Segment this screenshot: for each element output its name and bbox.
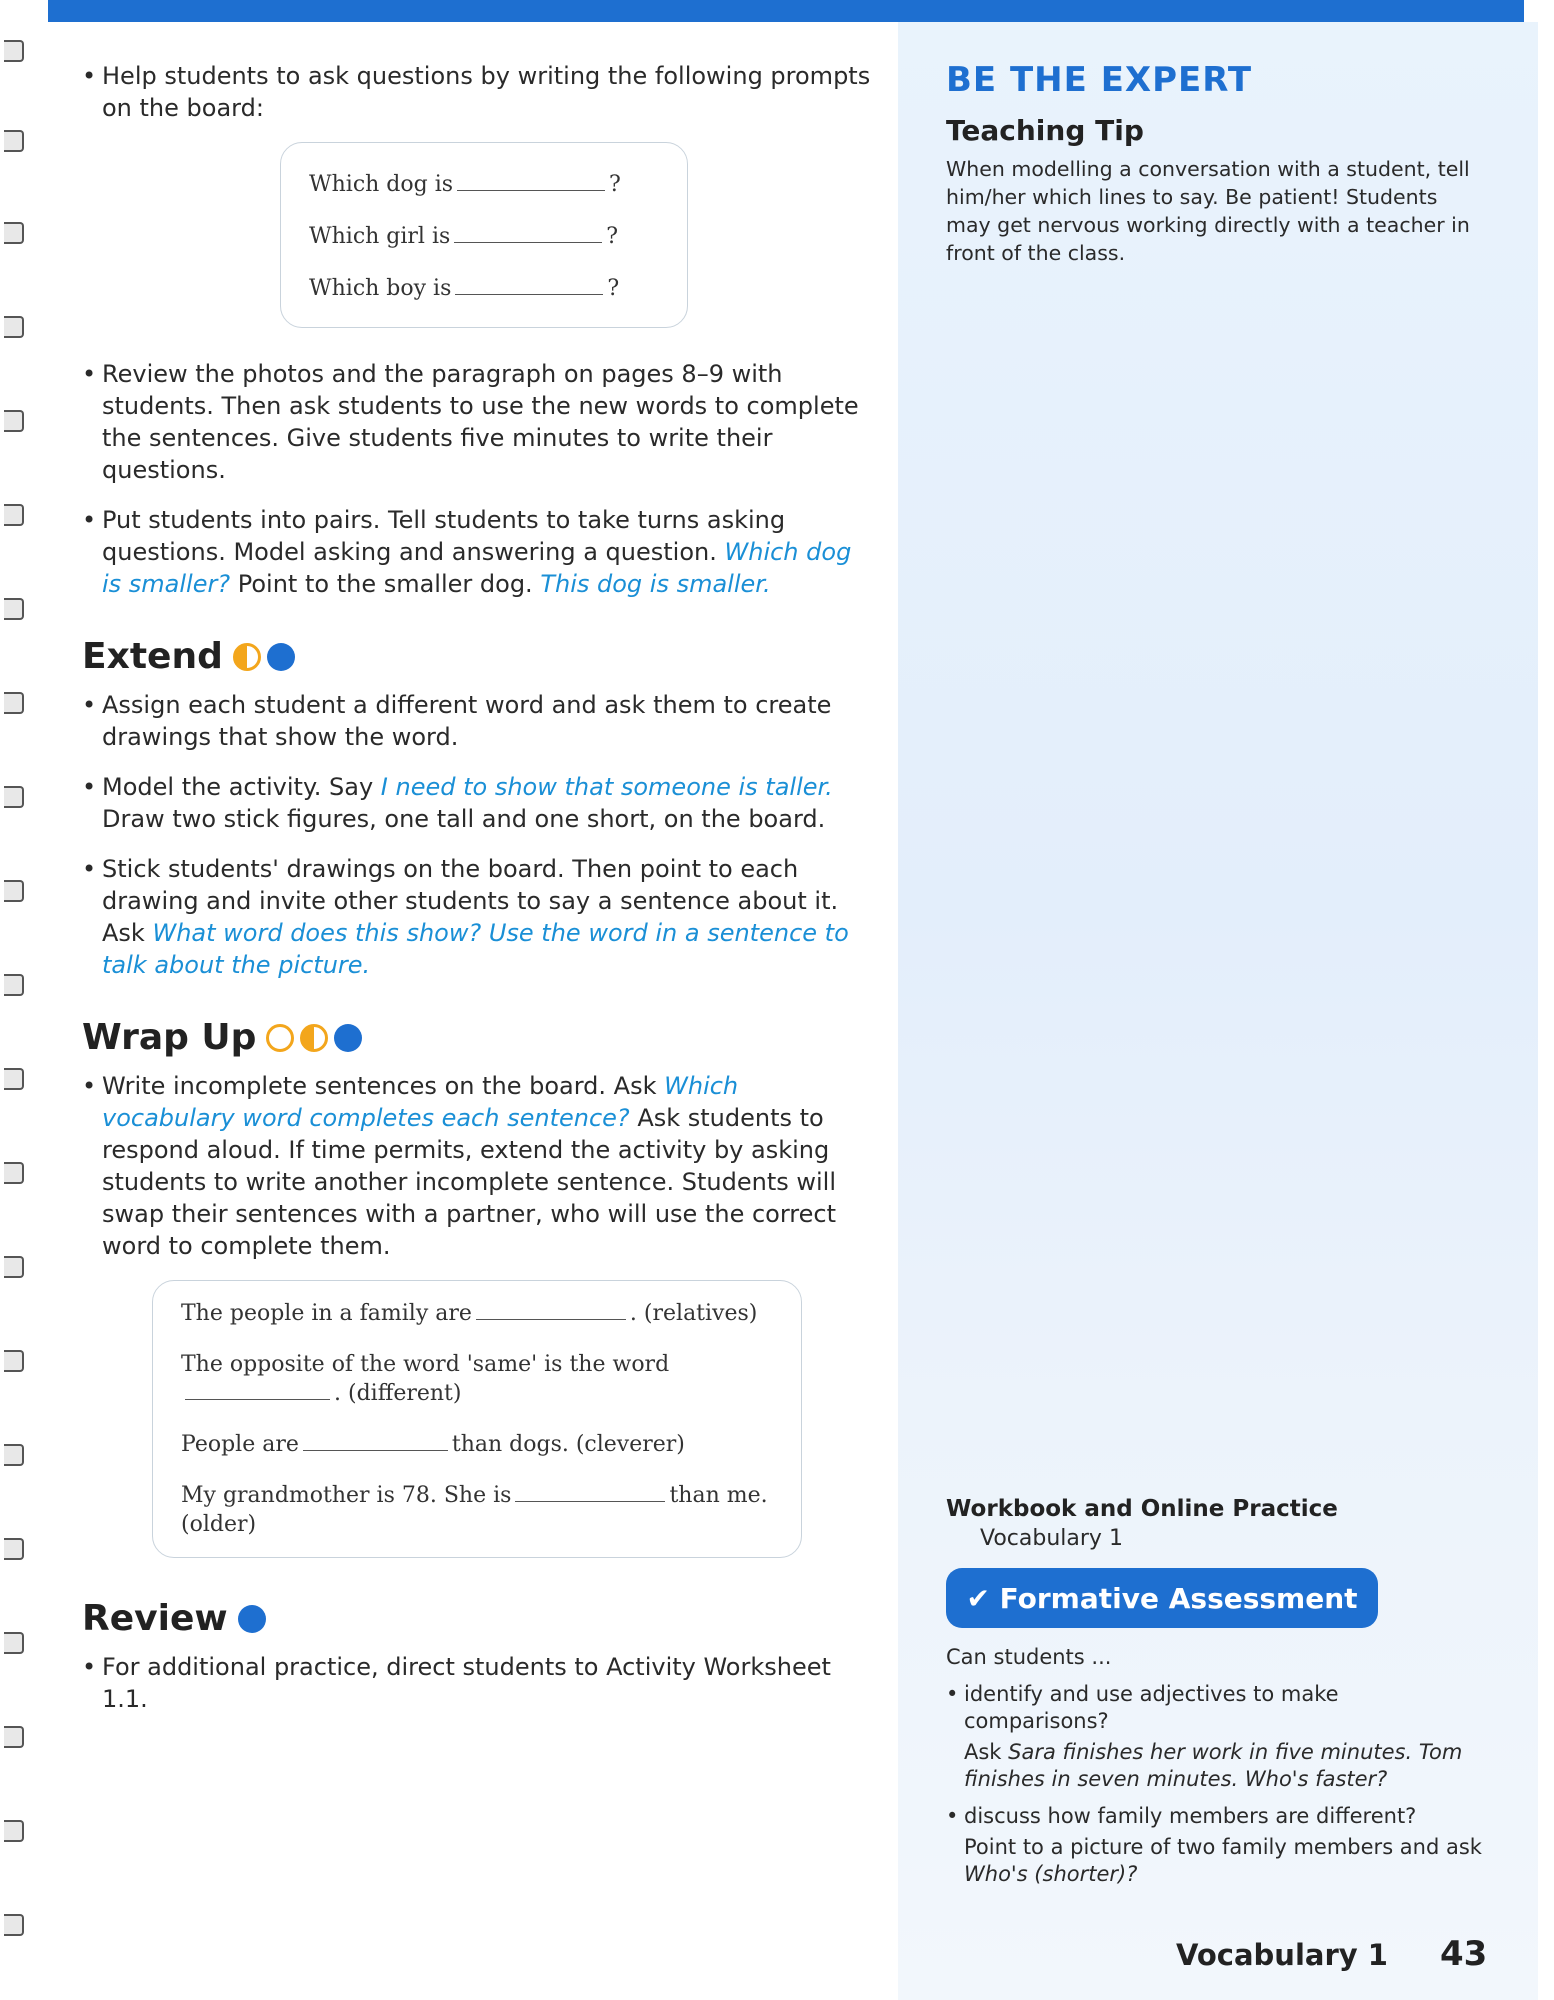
assessment-question: • discuss how family members are different? [964, 1804, 1417, 1828]
prompts-box [280, 142, 688, 328]
full-circle-icon [334, 1024, 362, 1052]
extend-title: Extend [82, 636, 223, 677]
blank-line [185, 1398, 330, 1400]
pairs-question: Which dog is smaller? [102, 538, 852, 598]
be-the-expert-section [946, 60, 1486, 267]
top-color-bar [48, 0, 1524, 22]
formative-assessment-banner: ✔ Formative Assessment [946, 1568, 1378, 1628]
extend-question: I need to show that someone is taller. [380, 773, 833, 801]
sentence-answer: . (different) [334, 1381, 462, 1406]
tip-text: When modelling a conversation with a student, tell him/her which lines to say. Be patient! Students may get nervous working directly with a teacher in front of the class. [946, 157, 1470, 265]
footer-section-label: Vocabulary 1 [1176, 1938, 1388, 1972]
wrapup-question: Which vocabulary word completes each sentence? [102, 1072, 739, 1132]
level-icons [233, 643, 295, 671]
sentence-answer: (older) [181, 1512, 257, 1537]
intro-bullet: • Help students to ask questions by writing the following prompts on the board: [82, 60, 872, 124]
prompt-line [309, 211, 687, 263]
ask-text: Point to a picture of two family members and ask [964, 1835, 1482, 1859]
main-column [82, 60, 872, 1733]
tip-title: Teaching Tip [946, 114, 1144, 147]
workbook-title: Workbook and Online Practice [946, 1496, 1338, 1522]
wrapup-title: Wrap Up [82, 1017, 257, 1058]
review-photos-bullet: • Review the photos and the paragraph on pages 8–9 with students. Then ask students to use the new words to complete the sentences. Give students five minutes to write their questions. [82, 358, 872, 486]
blank-line [455, 293, 603, 295]
sentence-text: My grandmother is 78. She is [181, 1483, 512, 1508]
pairs-answer: This dog is smaller. [540, 570, 771, 598]
blank-line [476, 1318, 626, 1320]
half-circle-icon [233, 643, 261, 671]
expert-title: BE THE EXPERT [946, 60, 1253, 100]
assessment-ask [964, 1834, 1486, 1888]
extend-bullet-3 [82, 853, 872, 981]
assessment-question: • identify and use adjectives to make comparisons? [964, 1682, 1339, 1733]
wrapup-heading [82, 1017, 872, 1058]
ask-question: Sara finishes her work in five minutes. Tom finishes in seven minutes. Who's faster? [964, 1740, 1463, 1791]
extend-heading [82, 636, 872, 677]
blank-line [303, 1449, 448, 1451]
sentence-answer: . (relatives) [629, 1301, 758, 1326]
blank-line [515, 1500, 665, 1502]
prompt-text: Which girl is [309, 224, 451, 249]
pairs-text: Put students into pairs. Tell students to take turns asking questions. Model asking and answering a question. [102, 506, 786, 566]
ask-question: Who's (shorter)? [964, 1862, 1138, 1886]
sentence-item [181, 1350, 781, 1408]
assessment-section [946, 1644, 1486, 1888]
extend-text: Stick students' drawings on the board. Then point to each drawing and invite other students to say a sentence about it. Ask [102, 855, 839, 947]
prompt-line [309, 159, 687, 211]
wrapup-text: Write incomplete sentences on the board. Ask [102, 1072, 657, 1100]
can-students-text: Can students ... [946, 1645, 1112, 1669]
prompt-end: ? [607, 276, 620, 301]
level-icons [266, 1024, 362, 1052]
level-icons [238, 1605, 266, 1633]
sentence-text: The opposite of the word 'same' is the word [181, 1352, 670, 1377]
wrapup-bullet [82, 1070, 872, 1262]
half-circle-icon [300, 1024, 328, 1052]
review-title: Review [82, 1598, 228, 1639]
empty-circle-icon [266, 1024, 294, 1052]
review-heading [82, 1598, 872, 1639]
prompt-text: Which boy is [309, 276, 452, 301]
full-circle-icon [238, 1605, 266, 1633]
assessment-ask [964, 1739, 1486, 1793]
page-number: 43 [1440, 1934, 1488, 1974]
prompt-line [309, 263, 687, 315]
review-bullet: • For additional practice, direct students to Activity Worksheet 1.1. [82, 1651, 872, 1715]
extend-bullet-2 [82, 771, 872, 835]
sentences-box [152, 1280, 802, 1558]
pairs-bullet [82, 504, 872, 600]
sentence-text: The people in a family are [181, 1301, 472, 1326]
blank-line [454, 241, 602, 243]
pairs-mid-text: Point to the smaller dog. [237, 570, 533, 598]
extend-text: Draw two stick figures, one tall and one short, on the board. [102, 805, 826, 833]
extend-question: What word does this show? Use the word in a sentence to talk about the picture. [102, 919, 849, 979]
sentence-text: than me. [669, 1483, 768, 1508]
sentence-answer: than dogs. (cleverer) [451, 1432, 685, 1457]
workbook-section [946, 1496, 1486, 1551]
blank-line [457, 189, 605, 191]
assessment-bullet [946, 1681, 1486, 1793]
sentence-item [181, 1299, 781, 1328]
sentence-item [181, 1430, 781, 1459]
ask-text: Ask [964, 1740, 1002, 1764]
spiral-binding [0, 0, 40, 2000]
extend-text: Model the activity. Say [102, 773, 374, 801]
extend-bullet-1: • Assign each student a different word and ask them to create drawings that show the word. [82, 689, 872, 753]
wrapup-text: Ask students to respond aloud. If time permits, extend the activity by asking students to write another incomplete sentence. Students will swap their sentences with a partner, who will use the correct word to complete them. [102, 1104, 836, 1260]
prompt-end: ? [609, 172, 621, 197]
sentence-item [181, 1481, 781, 1539]
assessment-bullet [946, 1803, 1486, 1888]
full-circle-icon [267, 643, 295, 671]
prompt-end: ? [606, 224, 619, 249]
prompt-text: Which dog is [309, 172, 454, 197]
sentence-text: People are [181, 1432, 299, 1457]
workbook-subtitle: Vocabulary 1 [980, 1526, 1123, 1551]
